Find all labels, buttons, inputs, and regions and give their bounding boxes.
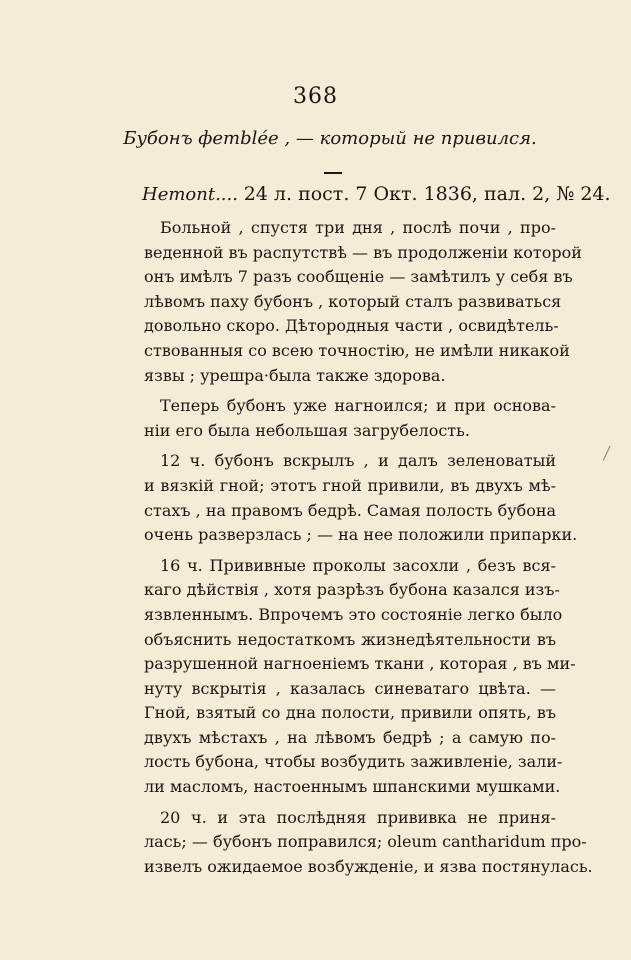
text-line: двухъ мѣстахъ , на лѣвомъ бедрѣ ; а самую по- <box>144 727 556 747</box>
text-line: ли масломъ, настоеннымъ шпанскими мушками. <box>144 777 561 797</box>
margin-mark <box>603 446 614 463</box>
text-line: лѣвомъ паху бубонъ , который сталъ развиваться <box>144 291 562 311</box>
paragraph <box>144 449 578 547</box>
text-line: лась; — бубонъ поправился; oleum cantharidum про- <box>144 832 587 852</box>
text-line: каго дѣйствія , хотя разрѣзъ бубона казался изъ- <box>144 580 560 600</box>
text-line: нуту вскрытія , казалась синеватаго цвѣта. — <box>144 678 556 698</box>
patient-name: Hemont.... <box>142 184 238 205</box>
paragraph <box>144 216 582 388</box>
text-line: 20 ч. и эта послѣдняя прививка не приня- <box>160 807 556 827</box>
text-line: 16 ч. Прививные проколы засохли , безъ вся- <box>160 555 556 575</box>
body-text <box>144 216 593 885</box>
case-line <box>142 183 611 205</box>
text-line: веденной въ распутствѣ — въ продолженіи которой <box>144 242 582 262</box>
text-line: язвы ; урешра·была также здорова. <box>144 365 446 385</box>
case-details: 24 л. пост. 7 Окт. 1836, пал. 2, № 24. <box>243 183 611 205</box>
text-line: лость бубона, чтобы возбудить заживленіе, зали- <box>144 752 563 772</box>
text-line: объяснить недостаткомъ жизнедѣятельности въ <box>144 629 556 649</box>
heading-divider <box>324 172 342 174</box>
text-line: ніи его была небольшая загрубелость. <box>144 420 470 440</box>
text-line: Теперь бубонъ уже нагноился; и при основа- <box>160 396 556 416</box>
paragraph <box>144 394 556 443</box>
text-line: ствованныя со всею точностію, не имѣли никакой <box>144 340 570 360</box>
text-line: стахъ , на правомъ бедрѣ. Самая полость бубона <box>144 500 557 520</box>
page-number: 368 <box>293 84 338 109</box>
text-line: Больной , спустя три дня , послѣ почи , про- <box>160 218 556 237</box>
text-line: язвленнымъ. Впрочемъ это состояніе легко было <box>144 604 563 624</box>
text-line: очень разверзлась ; — на нее положили припарки. <box>144 525 578 545</box>
text-line: онъ имѣлъ 7 разъ сообщеніе — замѣтилъ у себя въ <box>144 267 573 287</box>
text-line: извелъ ожидаемое возбужденіе, и язва постянулась. <box>144 856 593 876</box>
text-line: 12 ч. бубонъ вскрылъ , и далъ зеленоватый <box>160 451 556 471</box>
text-line: довольно скоро. Дѣтородныя части , освидѣтель- <box>144 316 559 336</box>
section-heading: Бубонъ фетblée , — который не привился. <box>123 128 537 149</box>
text-line: Гной, взятый со дна полости, привили опять, въ <box>144 703 556 723</box>
text-line: разрушенной нагноеніемъ ткани , которая , въ ми- <box>144 654 576 674</box>
paragraph <box>144 554 576 800</box>
text-line: и вязкій гной; этотъ гной привили, въ двухъ мѣ- <box>144 475 556 495</box>
paragraph <box>144 806 593 880</box>
